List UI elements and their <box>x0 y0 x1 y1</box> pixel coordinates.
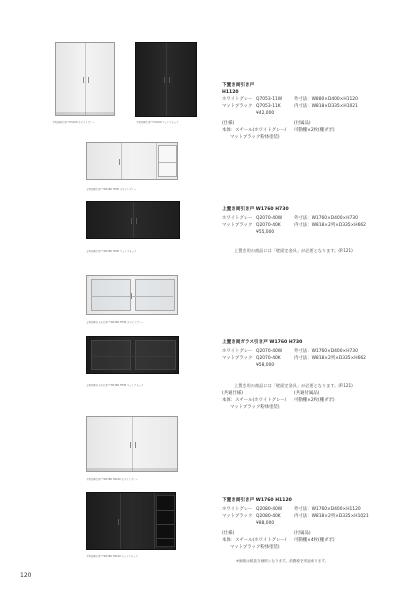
handle-icon <box>119 159 120 165</box>
footnote: ※価格は税抜き価格となります。消費税を別途承ります。 <box>236 559 329 563</box>
caption-p1: 下置き両引き戸 H1120 ホワイトグレー <box>52 121 95 124</box>
spec2-dim: 外寸法：W1760×D400×H730 <box>294 216 358 221</box>
spec1-dim: 外寸法：W880×D400×H1120 <box>294 97 358 102</box>
product-image-gray-tall <box>55 42 115 116</box>
caption-p3: 上置き両引き戸 W1760 H730 ホワイトグレー <box>86 188 137 191</box>
spec3-title: 上置き両ガラス引き戸 W1760 H730 <box>222 340 303 345</box>
spec2-note: 上置き用の商品には「壁面定金具」が必要となります。(P.121) <box>234 248 353 253</box>
spec1-color: ホワイトグレー <box>222 97 253 102</box>
spec1-title: 下置き両引き戸 <box>222 83 255 88</box>
spec1-code: Q7053-11K <box>256 104 281 109</box>
spec2-title: 上置き両引き戸 W1760 H730 <box>222 207 289 212</box>
spec4-color: マットブラック <box>222 514 253 519</box>
handle-icon <box>135 442 136 448</box>
handle-icon <box>164 77 165 83</box>
spec3-code: Q2070-40W <box>256 349 283 354</box>
product-image-black-tall <box>135 42 197 117</box>
spec2-code: Q2070-40W <box>256 216 283 221</box>
spec3-detail-head: (共通仕様) <box>222 391 243 396</box>
spec3-color: ホワイトグレー <box>222 349 253 354</box>
handle-icon <box>130 442 131 448</box>
spec3-detail: マットブラック粉体塗装) <box>230 405 280 410</box>
spec3-dim: 内寸法：W818×2列×D335×H662 <box>294 356 366 361</box>
spec4-title: 下置き両引き戸 W1760 H1120 <box>222 498 292 503</box>
spec4-accessory-head: (付属品) <box>294 531 311 536</box>
page-number: 120 <box>20 572 32 579</box>
caption-p4: 上置き両引き戸 W1760 H730 マットブラック <box>86 250 137 253</box>
caption-p6: 上置き両ガラス引き戸 W1760 H730 マットブラック <box>86 384 144 387</box>
product-image-black-glass <box>86 336 179 374</box>
caption-p5: 上置き両ガラス引き戸 W1760 H730 ホワイトグレー <box>86 321 144 324</box>
handle-icon <box>83 77 84 83</box>
spec4-dim: 内寸法：W818×2列×D335×H1021 <box>294 514 369 519</box>
product-image-black-wide <box>86 201 180 239</box>
spec1-subtitle: H1120 <box>222 90 239 95</box>
spec4-color: ホワイトグレー <box>222 507 253 512</box>
spec4-code: Q2080-40W <box>256 507 283 512</box>
spec1-accessory: 可動棚×2枚(棚ダボ) <box>294 128 335 133</box>
spec2-color: マットブラック <box>222 223 253 228</box>
spec4-price: ¥88,000 <box>256 521 275 526</box>
spec1-accessory-head: (付属品) <box>294 121 311 126</box>
spec4-detail: マットブラック粉体塗装) <box>230 545 280 550</box>
spec3-accessory: 可動棚×2枚(棚ダボ) <box>294 398 335 403</box>
spec4-detail: 本体：スチール(ホワイトグレー/ <box>222 538 287 543</box>
spec4-detail-head: (仕様) <box>222 531 235 536</box>
spec2-dim: 内寸法：W818×2列×D335×H662 <box>294 223 366 228</box>
spec2-code: Q2070-40K <box>256 223 281 228</box>
spec1-dim: 内寸法：W818×D335×H1021 <box>294 104 358 109</box>
spec1-detail-head: (仕様) <box>222 121 235 126</box>
handle-icon <box>169 77 170 83</box>
caption-p8: 下置き両引き戸 W1760 H1120 マットブラック <box>86 555 138 558</box>
spec1-price: ¥42,000 <box>256 111 275 116</box>
spec3-dim: 外寸法：W1760×D400×H730 <box>294 349 358 354</box>
spec3-note: 上置き用の商品には「壁面定金具」が必要となります。(P.121) <box>234 383 353 388</box>
spec3-color: マットブラック <box>222 356 253 361</box>
handle-icon <box>131 293 132 299</box>
spec1-detail: 本体：スチール(ホワイトグレー/ <box>222 128 287 133</box>
spec3-accessory-head: (共通付属品) <box>294 391 320 396</box>
handle-icon <box>88 77 89 83</box>
product-image-black-wide-tall <box>86 492 176 550</box>
product-image-gray-wide <box>86 142 178 180</box>
spec4-accessory: 可動棚×4枚(棚ダボ) <box>294 538 335 543</box>
product-image-gray-wide-tall <box>86 416 178 472</box>
spec3-price: ¥58,000 <box>256 363 275 368</box>
spec2-price: ¥55,000 <box>256 230 275 235</box>
spec4-code: Q2080-40K <box>256 514 281 519</box>
handle-icon <box>136 218 137 224</box>
spec4-dim: 外寸法：W1760×D400×H1120 <box>294 507 361 512</box>
caption-p2: 下置き両引き戸 H1120 マットブラック <box>136 121 179 124</box>
caption-p7: 下置き両引き戸 W1760 H1120 ホワイトグレー <box>86 478 138 481</box>
spec3-code: Q2070-40K <box>256 356 281 361</box>
handle-icon <box>118 519 119 525</box>
product-image-gray-glass <box>86 275 178 315</box>
spec3-detail: 本体：スチール(ホワイトグレー/ <box>222 398 287 403</box>
spec1-detail: マットブラック粉体塗装) <box>230 135 280 140</box>
handle-icon <box>131 218 132 224</box>
spec2-color: ホワイトグレー <box>222 216 253 221</box>
spec1-color: マットブラック <box>222 104 253 109</box>
spec1-code: Q7053-11W <box>256 97 283 102</box>
